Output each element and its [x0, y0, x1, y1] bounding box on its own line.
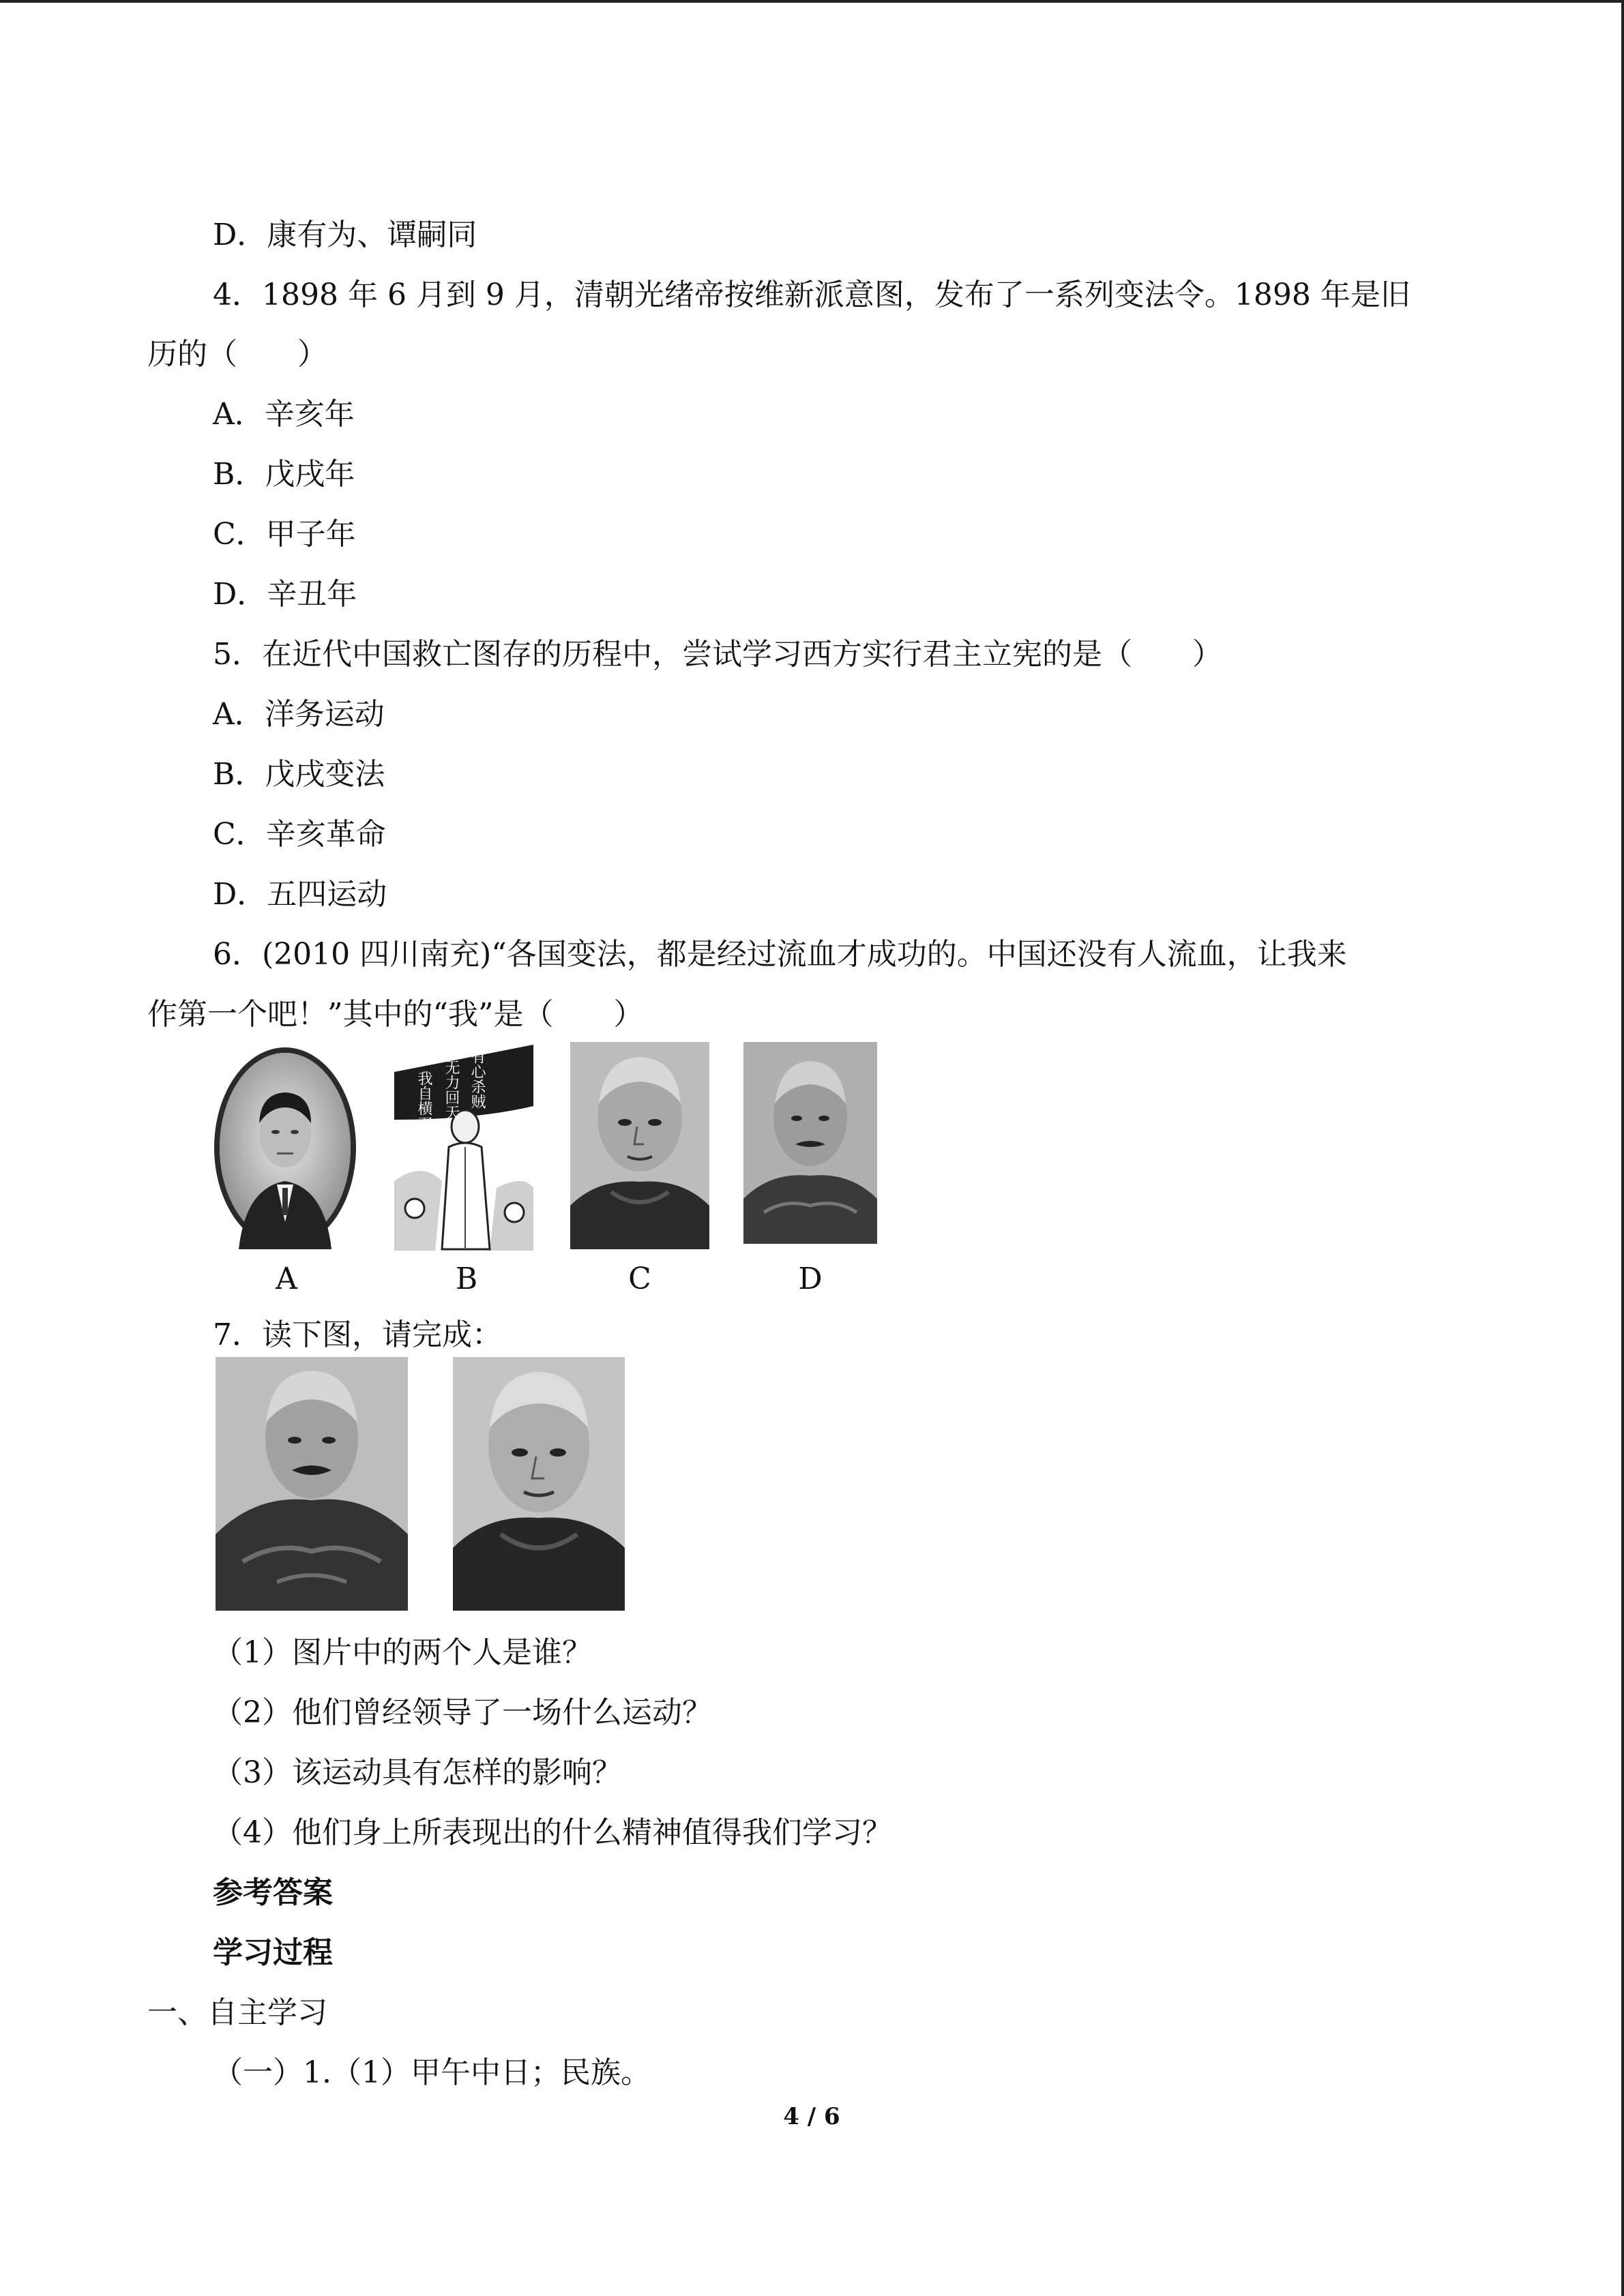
page-number: 4 / 6 [783, 2103, 840, 2130]
q7-photo-right [453, 1357, 625, 1611]
q7-sub-4: （4）他们身上所表现出的什么精神值得我们学习？ [213, 1815, 892, 1850]
portrait-young-man-image [453, 1357, 625, 1611]
q6-photo-b [394, 1045, 533, 1251]
portrait-moustache-man-image [743, 1042, 877, 1244]
photo-b-calligraphy-1: 有心杀贼 [469, 1049, 486, 1109]
photo-b-calligraphy-3: 我自横刀 [415, 1071, 432, 1131]
q6-caption-d: D [798, 1262, 823, 1296]
q4-stem-line1: 4．1898 年 6 月到 9 月，清朝光绪帝按维新派意图，发布了一系列变法令。1898 年是旧 [213, 278, 1411, 312]
q4-option-d: D．辛丑年 [213, 577, 357, 612]
photo-b-calligraphy-2: 无力回天 [443, 1060, 460, 1120]
portrait-moustache-man-image [216, 1357, 408, 1611]
q4-option-a: A．辛亥年 [213, 397, 355, 432]
q3-option-d: D．康有为、谭嗣同 [213, 218, 477, 252]
portrait-young-man-image [570, 1042, 709, 1249]
q7-stem: 7．读下图，请完成： [213, 1317, 502, 1352]
q7-sub-1: （1）图片中的两个人是谁？ [213, 1635, 592, 1670]
q5-option-a: A．洋务运动 [213, 697, 385, 732]
portrait-suit-oval-image [211, 1045, 359, 1251]
q6-photo-c [570, 1042, 709, 1249]
answers-item-1: （一）1.（1）甲午中日；民族。 [213, 2055, 651, 2090]
q5-option-c: C．辛亥革命 [213, 817, 386, 852]
page-top-border [0, 0, 1624, 3]
answers-heading: 参考答案 [213, 1875, 333, 1910]
q6-photo-a [211, 1045, 359, 1251]
q7-sub-2: （2）他们曾经领导了一场什么运动？ [213, 1695, 712, 1730]
q6-stem-line1: 6．(2010 四川南充)“各国变法，都是经过流血才成功的。中国还没有人流血，让我来 [213, 937, 1347, 972]
q4-option-b: B．戊戌年 [213, 457, 355, 492]
q6-caption-b: B [455, 1262, 478, 1296]
q4-option-c: C．甲子年 [213, 517, 356, 552]
q6-photo-d [743, 1042, 877, 1244]
q5-option-d: D．五四运动 [213, 877, 387, 912]
q6-caption-a: A [276, 1262, 297, 1296]
q5-stem: 5．在近代中国救亡图存的历程中，尝试学习西方实行君主立宪的是（ ） [213, 637, 1222, 672]
q4-stem-line2: 历的（ ） [147, 337, 327, 372]
q7-sub-3: （3）该运动具有怎样的影响？ [213, 1755, 622, 1790]
answers-subheading: 学习过程 [213, 1935, 333, 1970]
q6-stem-line2: 作第一个吧！”其中的“我”是（ ） [147, 997, 644, 1032]
q6-caption-c: C [628, 1262, 651, 1296]
answers-section-title: 一、自主学习 [147, 1995, 327, 2030]
q5-option-b: B．戊戌变法 [213, 757, 385, 792]
page-right-border [1621, 0, 1624, 2296]
q7-photo-left [216, 1357, 408, 1611]
